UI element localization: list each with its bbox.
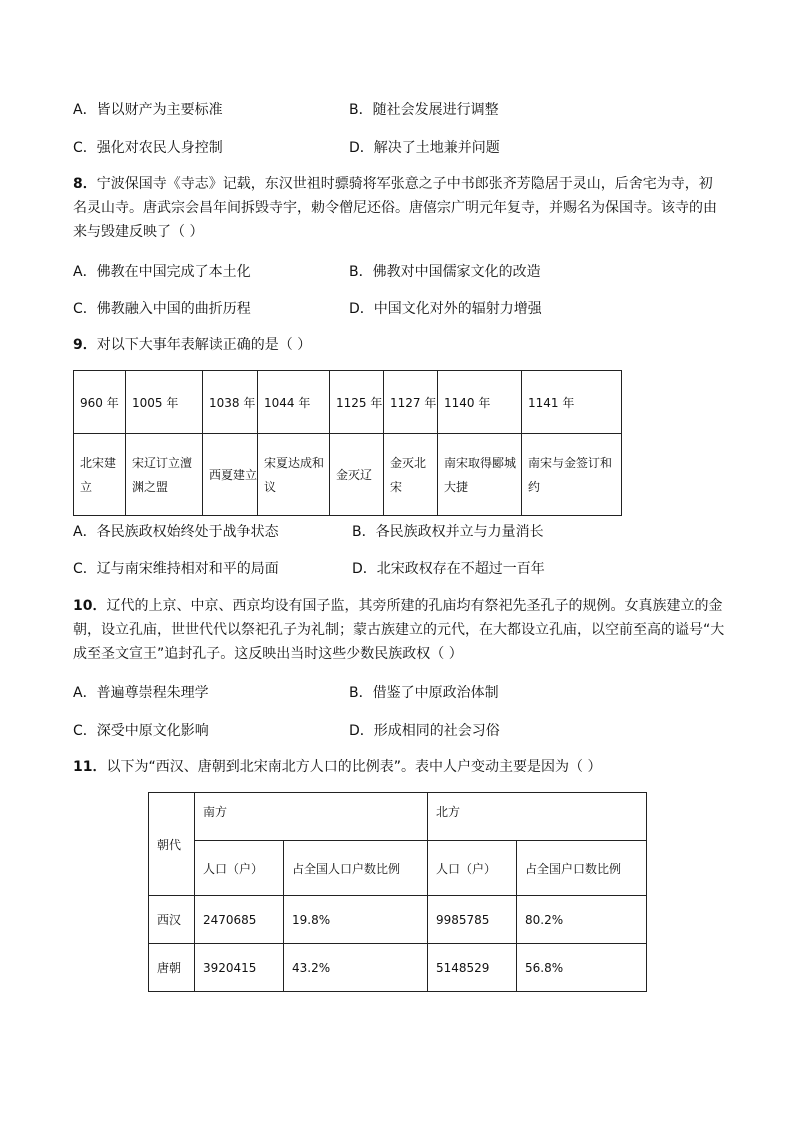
q9-stem: 9．对以下大事年表解读正确的是（ ） [73,337,312,353]
q11-north-pop-header: 人口（户） [428,841,517,896]
q9-event-cell: 金灭辽 [330,434,384,516]
q9-year-cell: 960 年 [74,371,126,434]
q11-north-ratio-cell: 56.8% [517,944,647,992]
q11-north-pop-cell: 9985785 [428,896,517,944]
q11-header-row [149,793,647,841]
q11-dynasty-cell: 西汉 [149,896,195,944]
q11-south-ratio-header: 占全国人口户数比例 [284,841,428,896]
q9-year-cell: 1125 年 [330,371,384,434]
q11-south-pop-header: 人口（户） [195,841,284,896]
q11-south-pop-cell: 2470685 [195,896,284,944]
q7-option-a: A．皆以财产为主要标准 [73,102,223,118]
q8-stem-line2: 名灵山寺。唐武宗会昌年间拆毁寺宇，勅令僧尼还俗。唐僖宗广明元年复寺，并赐名为保国寺。该寺的由 [73,200,717,216]
q10-stem-line2: 朝，设立孔庙，世世代代以祭祀孔子为礼制；蒙古族建立的元代，在大都设立孔庙，以空前至高的谥号“大 [73,622,725,638]
q9-option-a: A．各民族政权始终处于战争状态 [73,524,279,540]
q9-year-cell: 1141 年 [522,371,622,434]
q8-option-a: A．佛教在中国完成了本土化 [73,264,251,280]
q9-event-cell: 金灭北宋 [384,434,438,516]
q11-population-table [148,792,647,992]
q9-year-cell: 1005 年 [126,371,203,434]
q11-north-ratio-cell: 80.2% [517,896,647,944]
q8-stem-line1: 8．宁波保国寺《寺志》记载，东汉世祖时骠骑将军张意之子中书郎张齐芳隐居于灵山，后舍宅为寺，初 [73,176,713,192]
q9-option-b: B．各民族政权并立与力量消长 [352,524,544,540]
q10-option-b: B．借鉴了中原政治体制 [349,685,499,701]
q11-north-header: 北方 [428,793,647,841]
q10-option-a: A．普遍尊崇程朱理学 [73,685,209,701]
q9-event-cell: 宋辽订立澶渊之盟 [126,434,203,516]
q9-option-d: D．北宋政权存在不超过一百年 [352,561,545,577]
q8-number: 8． [73,176,97,192]
q11-dynasty-cell: 唐朝 [149,944,195,992]
q9-year-cell: 1140 年 [438,371,522,434]
q9-event-cell: 南宋取得郾城大捷 [438,434,522,516]
q11-stem: 11．以下为“西汉、唐朝到北宋南北方人口的比例表”。表中人户变动主要是因为（ ） [73,759,602,775]
table-row [149,944,647,992]
q10-number: 10． [73,598,107,614]
q11-south-ratio-cell: 19.8% [284,896,428,944]
q8-option-b: B．佛教对中国儒家文化的改造 [349,264,541,280]
q9-years-row [74,371,622,434]
q11-number: 11． [73,759,107,775]
q9-event-cell: 西夏建立 [203,434,258,516]
q7-option-b: B．随社会发展进行调整 [349,102,499,118]
q9-year-cell: 1044 年 [258,371,330,434]
q9-event-cell: 宋夏达成和议 [258,434,330,516]
q11-south-ratio-cell: 43.2% [284,944,428,992]
q9-option-c: C．辽与南宋维持相对和平的局面 [73,561,279,577]
q9-year-cell: 1038 年 [203,371,258,434]
table-row [149,896,647,944]
q10-stem-line1: 10．辽代的上京、中京、西京均设有国子监，其旁所建的孔庙均有祭祀先圣孔子的规例。女真族建立的金 [73,598,723,614]
q11-south-pop-cell: 3920415 [195,944,284,992]
q10-option-d: D．形成相同的社会习俗 [349,723,500,739]
q9-event-cell: 南宋与金签订和约 [522,434,622,516]
q9-number: 9． [73,337,97,353]
q10-option-c: C．深受中原文化影响 [73,723,209,739]
q11-dynasty-header: 朝代 [149,793,195,896]
q8-option-c: C．佛教融入中国的曲折历程 [73,301,251,317]
q11-south-header: 南方 [195,793,428,841]
q9-event-cell: 北宋建立 [74,434,126,516]
q8-stem-line3: 来与毁建反映了（ ） [73,224,204,240]
q11-north-ratio-header: 占全国户口数比例 [517,841,647,896]
q9-year-cell: 1127 年 [384,371,438,434]
q8-option-d: D．中国文化对外的辐射力增强 [349,301,542,317]
q7-option-c: C．强化对农民人身控制 [73,140,223,156]
q10-stem-line3: 成至圣文宣王”追封孔子。这反映出当时这些少数民族政权（ ） [73,646,463,662]
q7-option-d: D．解决了土地兼并问题 [349,140,500,156]
q9-timeline-table [73,370,622,516]
q11-north-pop-cell: 5148529 [428,944,517,992]
q11-subheader-row [149,841,647,896]
q9-events-row [74,434,622,516]
